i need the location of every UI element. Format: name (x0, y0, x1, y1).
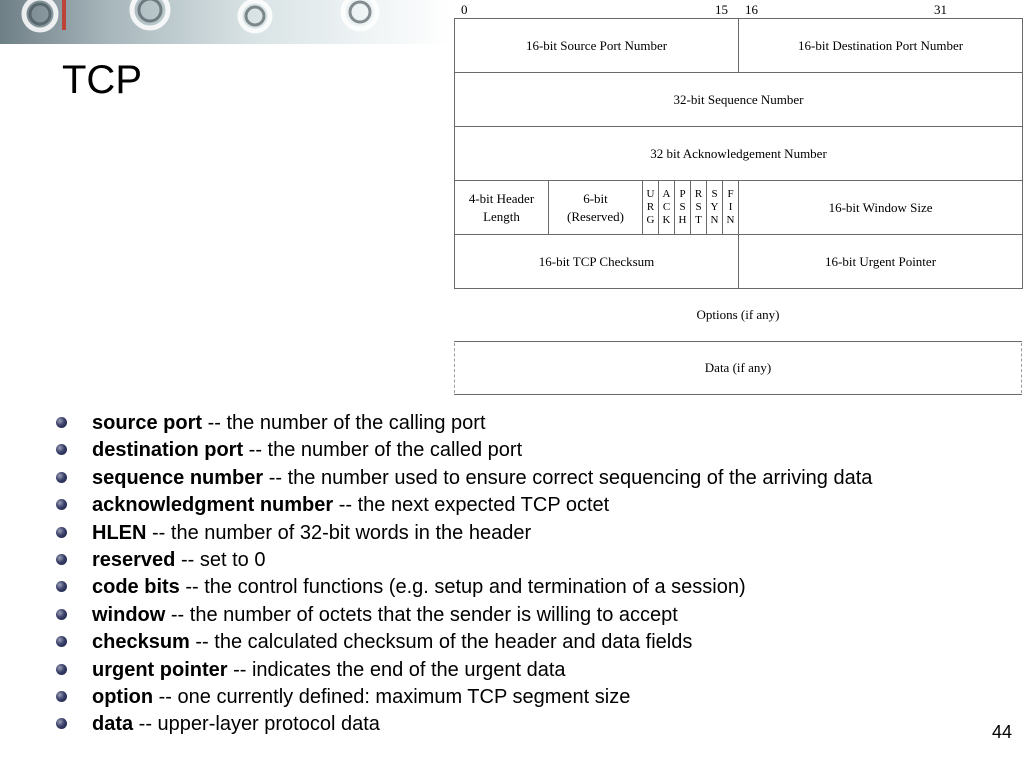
bullet-icon (56, 691, 67, 702)
bullet-icon (56, 554, 67, 565)
bit-number-16: 16 (745, 2, 758, 17)
list-item (54, 631, 954, 653)
bullet-term: reserved (92, 548, 176, 571)
flag-ack (659, 181, 675, 235)
bit-number-15: 15 (715, 2, 728, 17)
list-item (54, 713, 954, 735)
bullet-icon (56, 527, 67, 538)
bullet-term: checksum (92, 631, 190, 654)
bullet-desc: -- the control functions (e.g. setup and termination of a session) (179, 576, 746, 599)
flag-letter: F (727, 188, 734, 200)
bullet-icon (56, 581, 67, 592)
list-item (54, 467, 954, 489)
bullet-icon (56, 499, 67, 510)
bullet-icon (56, 609, 67, 620)
sequence-number-field: 32-bit Sequence Number (455, 73, 1023, 127)
bullet-desc: -- upper-layer protocol data (133, 713, 380, 736)
flag-rst (691, 181, 707, 235)
flag-letter: R (646, 201, 655, 213)
list-item (54, 522, 954, 544)
dest-port-field: 16-bit Destination Port Number (739, 19, 1023, 73)
list-item (54, 412, 954, 434)
bullet-desc: -- the next expected TCP octet (333, 494, 610, 517)
header-length-line1: 4-bit Header (468, 190, 535, 206)
source-port-field: 16-bit Source Port Number (455, 19, 739, 73)
data-label: Data (if any) (704, 360, 772, 375)
list-item (54, 604, 954, 626)
flag-letter: S (711, 188, 718, 200)
reserved-line2: (Reserved) (566, 208, 625, 224)
list-item (54, 576, 954, 598)
header-length-field (455, 181, 549, 235)
list-item (54, 494, 954, 516)
flag-letter: G (646, 214, 655, 226)
bullet-desc: -- indicates the end of the urgent data (227, 658, 566, 681)
bullet-icon (56, 444, 67, 455)
flag-letter: P (679, 188, 686, 200)
flag-letter: S (695, 201, 702, 213)
bullet-term: destination port (92, 439, 244, 462)
bullet-term: urgent pointer (92, 658, 228, 681)
bullet-term: window (92, 603, 166, 626)
bullet-desc: -- the number used to ensure correct sequencing of the arriving data (263, 466, 873, 489)
bullet-desc: -- the calculated checksum of the header and data fields (189, 631, 693, 654)
list-item (54, 659, 954, 681)
flag-letter: T (695, 214, 702, 226)
bullet-term: sequence number (92, 466, 264, 489)
bullet-desc: -- one currently defined: maximum TCP segment size (153, 685, 631, 708)
flag-letter: K (662, 214, 671, 226)
dashed-edge-left (454, 343, 455, 393)
list-item (54, 686, 954, 708)
divider-line (454, 394, 1022, 395)
options-field (454, 288, 1022, 342)
flag-fin (723, 181, 739, 235)
bullet-icon (56, 718, 67, 729)
flag-psh (675, 181, 691, 235)
bullet-icon (56, 417, 67, 428)
flag-letter: Y (710, 201, 719, 213)
bullet-desc: -- the number of the called port (243, 439, 523, 462)
banner-graphic (0, 0, 452, 44)
ack-number-field: 32 bit Acknowledgement Number (455, 127, 1023, 181)
slide-title: TCP (62, 58, 142, 102)
bullet-term: data (92, 713, 134, 736)
list-item (54, 439, 954, 461)
flag-letter: I (728, 201, 733, 213)
bullet-icon (56, 664, 67, 675)
options-label: Options (if any) (696, 307, 780, 322)
flag-letter: N (710, 214, 719, 226)
flag-syn (707, 181, 723, 235)
flag-letter: A (662, 188, 671, 200)
bullet-icon (56, 636, 67, 647)
bullet-term: code bits (92, 576, 180, 599)
bullet-term: HLEN (92, 521, 147, 544)
bullet-desc: -- the number of 32-bit words in the header (146, 521, 532, 544)
flag-letter: H (678, 214, 687, 226)
flag-letter: R (694, 188, 703, 200)
dashed-edge-right (1021, 343, 1022, 393)
bit-number-0: 0 (461, 2, 468, 17)
bullet-desc: -- set to 0 (175, 548, 266, 571)
urgent-pointer-field: 16-bit Urgent Pointer (739, 235, 1023, 289)
bullet-icon (56, 472, 67, 483)
bit-number-31: 31 (934, 2, 947, 17)
flag-letter: S (679, 201, 686, 213)
checksum-field: 16-bit TCP Checksum (455, 235, 739, 289)
header-length-line2: Length (483, 208, 520, 224)
bullet-desc: -- the number of the calling port (202, 412, 486, 434)
flag-letter: N (726, 214, 735, 226)
flag-letter: U (646, 188, 655, 200)
flag-letter: C (662, 201, 671, 213)
bullet-term: acknowledgment number (92, 494, 334, 517)
reserved-line1: 6-bit (583, 190, 608, 206)
data-field (454, 341, 1022, 395)
bullet-term: option (92, 685, 154, 708)
bullet-term: source port (92, 412, 203, 434)
window-size-field: 16-bit Window Size (739, 181, 1023, 235)
flag-urg (643, 181, 659, 235)
tcp-header-diagram (454, 18, 1023, 289)
field-descriptions-list (54, 412, 954, 741)
list-item (54, 549, 954, 571)
banner-image (0, 0, 452, 44)
bullet-desc: -- the number of octets that the sender is willing to accept (165, 603, 678, 626)
page-number: 44 (991, 722, 1012, 742)
reserved-field (549, 181, 643, 235)
